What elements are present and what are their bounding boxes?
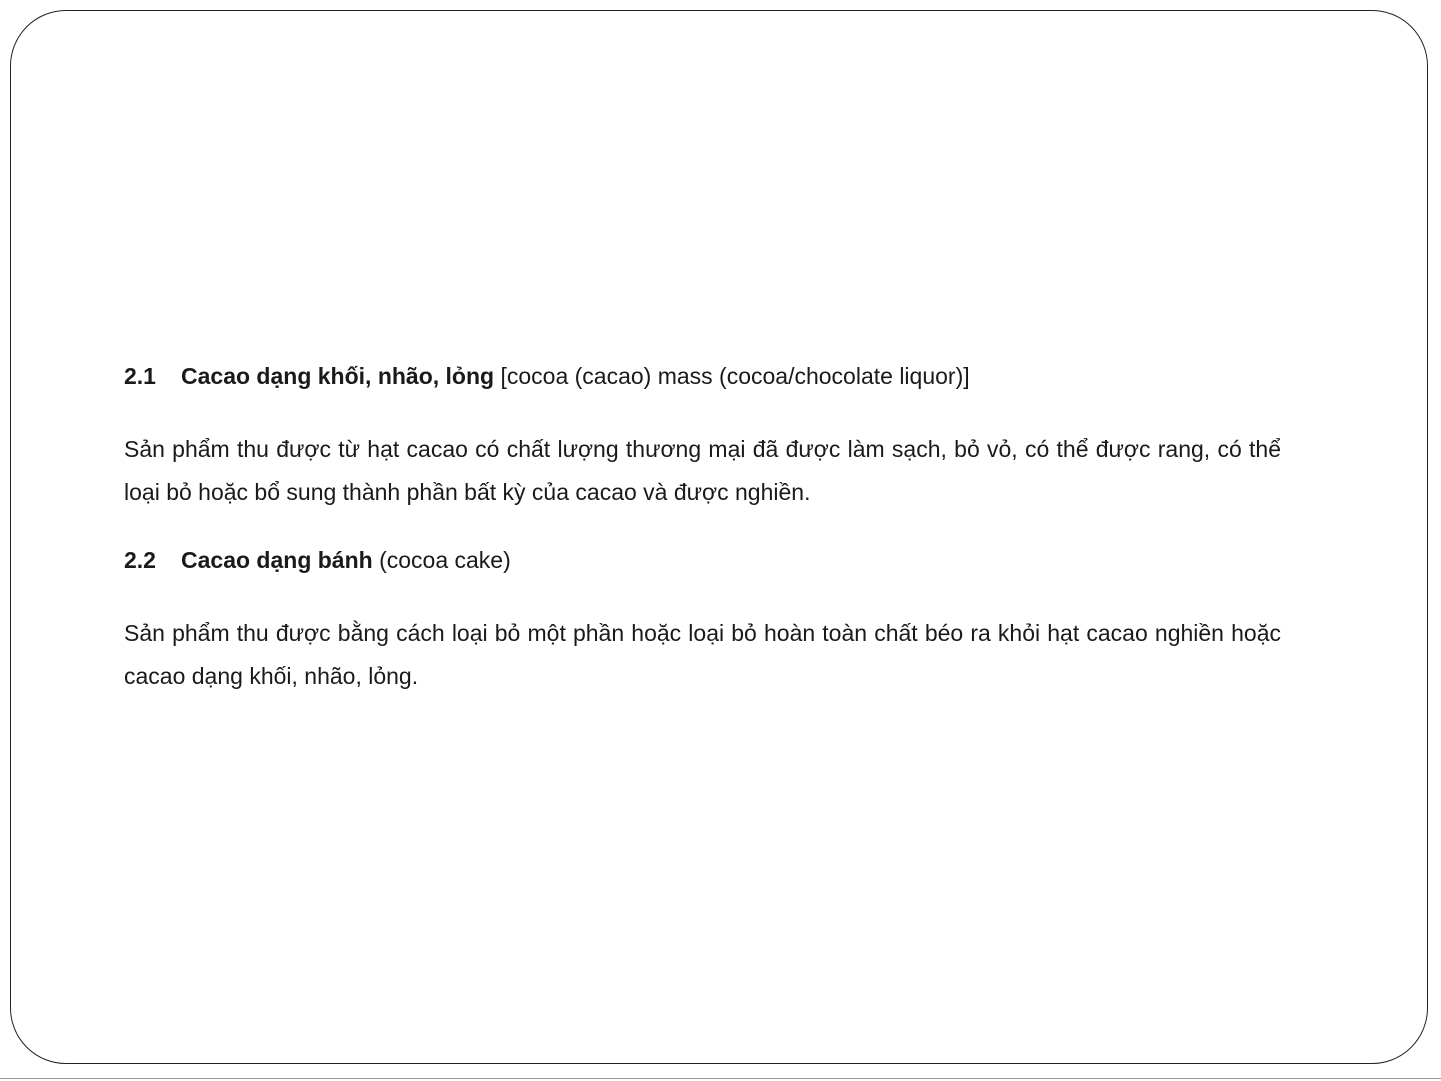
section-subtitle: [cocoa (cacao) mass (cocoa/chocolate liquor)]: [500, 363, 970, 389]
section-body-2-1: Sản phẩm thu được từ hạt cacao có chất lượng thương mại đã được làm sạch, bỏ vỏ, có thể được rang, có thể loại bỏ hoặc bổ sung thành phần bất kỳ của cacao và được nghiền.: [124, 436, 1281, 505]
section-title: Cacao dạng khối, nhão, lỏng: [181, 363, 495, 389]
section-heading-2-1: [124, 358, 1281, 394]
section-body-2-2: Sản phẩm thu được bằng cách loại bỏ một phần hoặc loại bỏ hoàn toàn chất béo ra khỏi hạt cacao nghiền hoặc cacao dạng khối, nhão, lỏng.: [124, 620, 1281, 689]
bottom-divider: [0, 1078, 1441, 1079]
section-number: 2.1: [124, 363, 156, 389]
section-heading-2-2: [124, 542, 1281, 578]
section-subtitle: (cocoa cake): [379, 547, 511, 573]
slide-content: [124, 358, 1281, 698]
section-title: Cacao dạng bánh: [181, 547, 373, 573]
section-number: 2.2: [124, 547, 156, 573]
